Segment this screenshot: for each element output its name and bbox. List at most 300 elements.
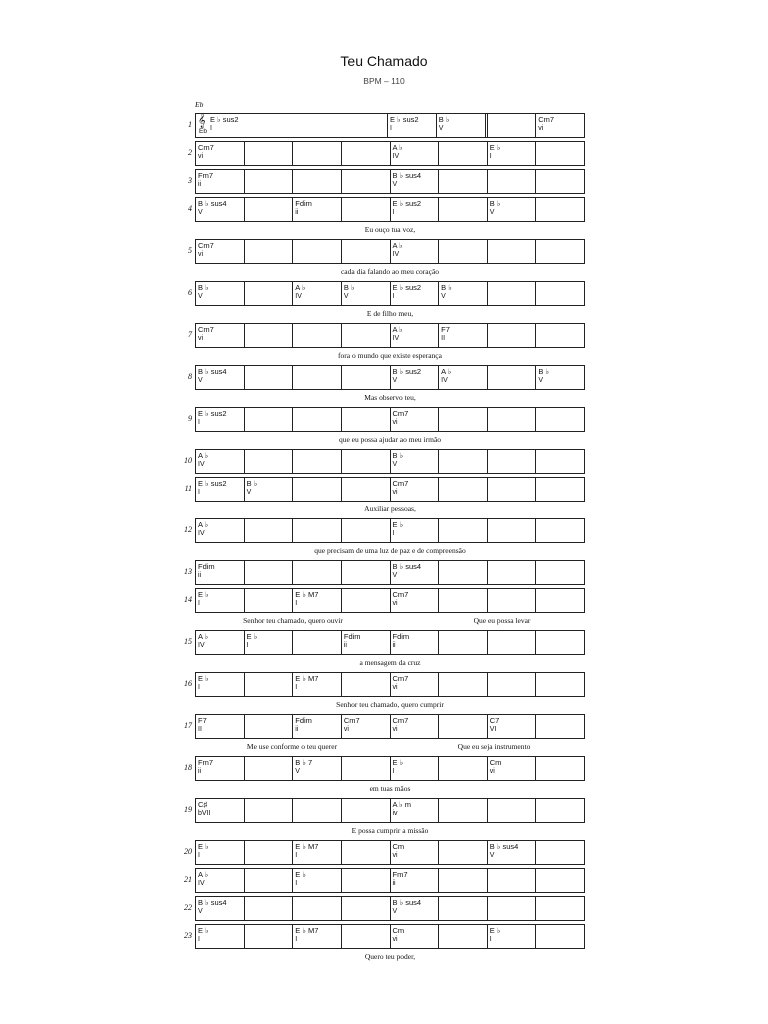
chord-function: vi: [392, 726, 398, 733]
chord-name: Cm7: [538, 115, 555, 124]
chord-function: vi: [198, 335, 204, 342]
chord-name: E ♭ sus2: [392, 199, 422, 208]
measure-cell: [488, 589, 537, 612]
chord-name: A ♭: [198, 632, 209, 641]
chart-row: [184, 518, 585, 543]
measure-row: [195, 323, 585, 348]
measure-cell: [196, 925, 245, 948]
chord-name: Fdim: [295, 199, 312, 208]
chart-row: [188, 169, 585, 194]
row-number: 11: [184, 484, 192, 493]
chord-function: vi: [489, 768, 495, 775]
chord-name: B ♭: [246, 479, 258, 488]
measure-cell: [391, 841, 440, 864]
measure-cell: [245, 240, 294, 263]
measure-cell: [391, 799, 440, 822]
chord-function: ii: [343, 642, 347, 649]
measure-row: [195, 756, 585, 781]
chord-function: V: [392, 572, 398, 579]
measure-cell: [293, 897, 342, 920]
measure-cell: [342, 478, 391, 501]
chart-row: [184, 630, 585, 655]
measure-cell: [293, 519, 342, 542]
chord-function: vi: [538, 125, 544, 132]
chord-function: IV: [198, 642, 205, 649]
chord-name: Cm7: [392, 674, 409, 683]
chord-function: I: [295, 936, 298, 943]
chord-name: F7: [198, 716, 207, 725]
measure-cell: [391, 366, 440, 389]
chord-function: vi: [198, 153, 204, 160]
measure-cell: [439, 841, 488, 864]
measure-cell: [293, 170, 342, 193]
measure-cell: [439, 408, 488, 431]
chord-function: ii: [295, 209, 299, 216]
chord-name: C7: [489, 716, 500, 725]
chord-function: I: [198, 936, 200, 943]
measure-cell: [536, 282, 584, 305]
measure-cell: [488, 897, 537, 920]
chord-function: vi: [392, 600, 398, 607]
chord-name: E ♭ M7: [295, 842, 319, 851]
measure-cell: [245, 450, 294, 473]
chord-function: I: [198, 419, 200, 426]
measure-cell: [439, 897, 488, 920]
measure-row: [195, 714, 585, 739]
chart-row: [188, 239, 585, 264]
measure-cell: [536, 198, 584, 221]
row-number: 17: [184, 721, 192, 730]
measure-cell: [293, 282, 342, 305]
chord-function: ii: [392, 880, 396, 887]
lyric-line: a mensagem da cruz: [359, 658, 421, 667]
measure-cell: [439, 478, 488, 501]
measure-cell: [391, 925, 440, 948]
chart-row: [184, 896, 585, 921]
measure-cell: [391, 198, 440, 221]
measure-cell: [536, 450, 584, 473]
lyric-line: Auxiliar pessoas,: [364, 504, 416, 513]
chord-name: E ♭ sus2: [210, 115, 239, 124]
chord-name: E ♭: [198, 590, 209, 599]
chord-name: A ♭: [392, 325, 403, 334]
measure-cell: [196, 631, 245, 654]
measure-cell: [536, 561, 584, 584]
chart-row: [184, 449, 585, 474]
measure-row: [195, 560, 585, 585]
chord-function: V: [198, 293, 203, 300]
measure-cell: [293, 240, 342, 263]
chord-function: I: [489, 153, 492, 160]
measure-cell: [293, 925, 342, 948]
row-number: 9: [188, 414, 192, 423]
measure-cell: [536, 757, 584, 780]
measure-row: [195, 924, 585, 949]
chord-name: Fm7: [198, 758, 213, 767]
row-number: 12: [184, 525, 192, 534]
measure-cell: [196, 282, 245, 305]
measure-cell: [391, 282, 440, 305]
measure-cell: [293, 673, 342, 696]
chord-function: I: [392, 293, 395, 300]
chord-name: E ♭ sus2: [198, 409, 227, 418]
chart-row: [184, 868, 585, 893]
measure-cell: [293, 408, 342, 431]
measure-cell: [342, 589, 391, 612]
chord-name: Cm7: [392, 479, 409, 488]
measure-cell: [342, 366, 391, 389]
chart-row: [188, 113, 585, 138]
chord-function: V: [438, 125, 444, 132]
measure-cell: [342, 925, 391, 948]
measure-cell: [391, 170, 440, 193]
measure-cell: [293, 799, 342, 822]
measure-cell: [196, 519, 245, 542]
chart-row: [184, 672, 585, 697]
measure-cell: [488, 519, 537, 542]
measure-row: [195, 197, 585, 222]
measure-cell: [391, 519, 440, 542]
row-number: 21: [184, 875, 192, 884]
clef-key-label: Eb: [199, 128, 207, 135]
measure-cell: [439, 366, 488, 389]
chord-function: V: [392, 377, 398, 384]
measure-cell: [245, 715, 294, 738]
chord-name: B ♭: [538, 367, 549, 376]
measure-cell: [439, 715, 488, 738]
chord-name: Cm7: [392, 409, 409, 418]
measure-cell: [342, 450, 391, 473]
lyric-line: cada dia falando ao meu coração: [340, 267, 440, 276]
measure-row: [195, 518, 585, 543]
measure-cell: [391, 589, 440, 612]
measure-cell: [536, 869, 584, 892]
measure-cell: [196, 589, 245, 612]
measure-cell: [391, 324, 440, 347]
lyric-line: Eu ouço tua voz,: [364, 225, 416, 234]
chord-function: I: [198, 600, 200, 607]
chord-function: vi: [343, 726, 349, 733]
row-number: 20: [184, 847, 192, 856]
measure-cell: [293, 561, 342, 584]
chord-name: E ♭ sus2: [390, 115, 419, 124]
chord-function: ii: [198, 768, 202, 775]
measure-cell: [342, 757, 391, 780]
chord-function: V: [295, 768, 300, 775]
chord-function: I: [210, 125, 212, 132]
measure-cell: [293, 198, 342, 221]
lyric-line: Quero teu poder,: [364, 952, 416, 961]
measure-cell: [293, 757, 342, 780]
measure-cell: [391, 715, 440, 738]
chart-row: [188, 141, 585, 166]
lyric-line: em tuas mãos: [369, 784, 411, 793]
chart-row: [188, 407, 585, 432]
tempo-subtitle: BPM – 110: [363, 76, 405, 86]
measure-cell: [488, 799, 537, 822]
chord-name: Cm7: [198, 241, 214, 250]
measure-cell: [342, 198, 391, 221]
measure-row: [195, 141, 585, 166]
row-number: 5: [188, 246, 192, 255]
measure-cell: [342, 869, 391, 892]
measure-row: [195, 588, 585, 613]
measure-cell: [391, 478, 440, 501]
measure-cell: [342, 673, 391, 696]
measure-cell: [536, 170, 584, 193]
measure-cell: [439, 869, 488, 892]
measure-cell: [245, 631, 294, 654]
chord-function: V: [392, 908, 398, 915]
chord-name: B ♭: [392, 451, 404, 460]
chord-name: B ♭ sus4: [198, 367, 227, 376]
chord-function: V: [246, 489, 252, 496]
measure-cell: [391, 561, 440, 584]
lyric-line: que precisam de uma luz de paz e de compreensão: [314, 546, 466, 555]
measure-cell: [391, 408, 440, 431]
measure-cell: [488, 142, 537, 165]
chord-function: V: [489, 852, 495, 859]
measure-cell: [439, 282, 488, 305]
measure-cell: [342, 142, 391, 165]
chord-name: A ♭: [198, 451, 209, 460]
measure-cell: [196, 897, 245, 920]
measure-cell: [293, 478, 342, 501]
chord-name: B ♭ sus4: [392, 898, 422, 907]
measure-row: [195, 868, 585, 893]
chord-function: ii: [295, 726, 299, 733]
chord-function: I: [295, 852, 298, 859]
measure-cell: [488, 198, 537, 221]
row-number: 4: [188, 204, 192, 213]
chart-row: [184, 840, 585, 865]
chord-name: E ♭ sus2: [392, 283, 422, 292]
chord-name: B ♭: [438, 115, 450, 124]
measure-cell: [536, 589, 584, 612]
chord-function: I: [198, 684, 200, 691]
chord-name: E ♭: [392, 520, 404, 529]
measure-cell: [439, 450, 488, 473]
row-number: 10: [184, 456, 192, 465]
chord-name: A ♭ m: [392, 800, 412, 809]
chord-function: I: [392, 530, 395, 537]
measure-cell: [293, 631, 342, 654]
chord-function: IV: [198, 530, 205, 537]
row-number: 23: [184, 931, 192, 940]
measure-cell: [488, 841, 537, 864]
measure-row: [195, 365, 585, 390]
measure-cell: [293, 450, 342, 473]
measure-cell: [245, 198, 294, 221]
measure-row: [195, 113, 585, 138]
measure-cell: [342, 561, 391, 584]
measure-cell: [342, 631, 391, 654]
measure-cell: [196, 757, 245, 780]
chord-name: B ♭: [489, 199, 501, 208]
measure-row: [195, 630, 585, 655]
row-number: 14: [184, 595, 192, 604]
chord-name: E ♭ sus2: [198, 479, 227, 488]
chord-name: E ♭: [198, 842, 209, 851]
measure-cell: [439, 925, 488, 948]
measure-cell: [536, 240, 584, 263]
measure-cell: [488, 673, 537, 696]
chart-row: [184, 756, 585, 781]
measure-cell: [196, 324, 245, 347]
chord-name: E ♭: [489, 926, 501, 935]
measure-cell: [245, 589, 294, 612]
measure-cell: [437, 114, 488, 137]
chord-function: I: [489, 936, 492, 943]
measure-cell: [391, 757, 440, 780]
chord-function: I: [295, 600, 298, 607]
measure-cell: [245, 519, 294, 542]
measure-cell: [439, 799, 488, 822]
chart-row: [188, 323, 585, 348]
measure-cell: [196, 366, 245, 389]
chord-function: V: [198, 377, 203, 384]
measure-cell: [196, 142, 245, 165]
measure-cell: [196, 841, 245, 864]
measure-row: [195, 281, 585, 306]
measure-cell: [536, 799, 584, 822]
measure-cell: [391, 142, 440, 165]
measure-cell: [536, 631, 584, 654]
chord-name: B ♭: [198, 283, 209, 292]
chart-row: [184, 798, 585, 823]
row-number: 1: [188, 120, 192, 129]
chord-name: B ♭ 7: [295, 758, 313, 767]
measure-row: [195, 239, 585, 264]
lyric-line: Que eu seja instrumento: [457, 742, 531, 751]
measure-cell: [245, 925, 294, 948]
chord-function: IV: [441, 377, 448, 384]
measure-cell: [536, 114, 584, 137]
measure-cell: [342, 324, 391, 347]
measure-row: [195, 449, 585, 474]
measure-cell: [439, 519, 488, 542]
chart-row: [188, 365, 585, 390]
chord-name: Cm7: [392, 590, 409, 599]
measure-cell: [342, 282, 391, 305]
chord-function: VI: [489, 726, 497, 733]
chart-row: [184, 588, 585, 613]
lyric-line: E de filho meu,: [366, 309, 414, 318]
measure-cell: [293, 366, 342, 389]
measure-cell: [196, 673, 245, 696]
measure-cell: [391, 869, 440, 892]
chord-function: V: [392, 461, 398, 468]
measure-cell: [245, 561, 294, 584]
measure-cell: [196, 240, 245, 263]
measure-cell: [488, 757, 537, 780]
measure-cell: [536, 925, 584, 948]
measure-cell: [391, 240, 440, 263]
measure-cell: [245, 324, 294, 347]
measure-cell: [488, 114, 537, 137]
measure-cell: [196, 478, 245, 501]
chord-function: I: [390, 125, 392, 132]
chord-function: I: [198, 489, 200, 496]
chord-function: V: [441, 293, 446, 300]
chord-function: bVII: [198, 810, 211, 817]
measure-cell: [245, 841, 294, 864]
chord-name: C♯: [198, 800, 208, 809]
measure-cell: [245, 408, 294, 431]
measure-cell: [245, 673, 294, 696]
chord-name: B ♭ sus4: [392, 171, 422, 180]
treble-clef-icon: 𝄞: [198, 114, 206, 128]
measure-cell: [293, 589, 342, 612]
row-number: 18: [184, 763, 192, 772]
measure-cell: [488, 324, 537, 347]
row-number: 15: [184, 637, 192, 646]
chord-name: Cm7: [392, 716, 409, 725]
chord-name: E ♭: [489, 143, 501, 152]
measure-row: [195, 672, 585, 697]
row-number: 3: [188, 176, 192, 185]
lyric-line: Me use conforme o teu querer: [246, 742, 338, 751]
chord-name: E ♭: [198, 926, 209, 935]
measure-cell: [342, 170, 391, 193]
measure-cell: [536, 324, 584, 347]
measure-cell: [342, 841, 391, 864]
chord-name: Fm7: [198, 171, 213, 180]
measure-cell: [439, 198, 488, 221]
measure-cell: [439, 324, 488, 347]
measure-cell: [488, 408, 537, 431]
measure-cell: [342, 799, 391, 822]
measure-cell: [388, 114, 437, 137]
chord-function: V: [198, 209, 203, 216]
chord-function: V: [343, 293, 349, 300]
chord-function: I: [246, 642, 249, 649]
measure-cell: [488, 366, 537, 389]
chord-name: E ♭ M7: [295, 926, 319, 935]
chord-name: Fdim: [198, 562, 215, 571]
lyric-line: Mas observo teu,: [364, 393, 416, 402]
chord-name: B ♭ sus4: [392, 562, 422, 571]
measure-cell: [439, 142, 488, 165]
chord-name: Cm: [489, 758, 502, 767]
chord-name: F7: [441, 325, 450, 334]
chord-name: B ♭ sus2: [392, 367, 422, 376]
chart-row: [184, 477, 585, 502]
chord-function: vi: [198, 251, 204, 258]
chord-name: A ♭: [441, 367, 452, 376]
lyric-line: que eu possa ajudar ao meu irmão: [338, 435, 442, 444]
chart-row: [188, 281, 585, 306]
row-number: 13: [184, 567, 192, 576]
measure-cell: [342, 519, 391, 542]
measure-cell: [488, 478, 537, 501]
chord-name: E ♭: [246, 632, 258, 641]
measure-cell: [293, 869, 342, 892]
chord-function: I: [198, 852, 200, 859]
chord-function: vi: [392, 852, 398, 859]
chord-function: V: [489, 209, 495, 216]
measure-cell: [536, 366, 584, 389]
measure-cell: [196, 408, 245, 431]
chord-function: V: [198, 908, 203, 915]
lyric-line: Senhor teu chamado, quero cumprir: [336, 700, 444, 709]
chord-name: A ♭: [392, 241, 403, 250]
row-number: 7: [188, 330, 192, 339]
measure-cell: [196, 114, 388, 137]
row-number: 19: [184, 805, 192, 814]
chart-row: [184, 924, 585, 949]
chord-name: Fdim: [343, 632, 361, 641]
